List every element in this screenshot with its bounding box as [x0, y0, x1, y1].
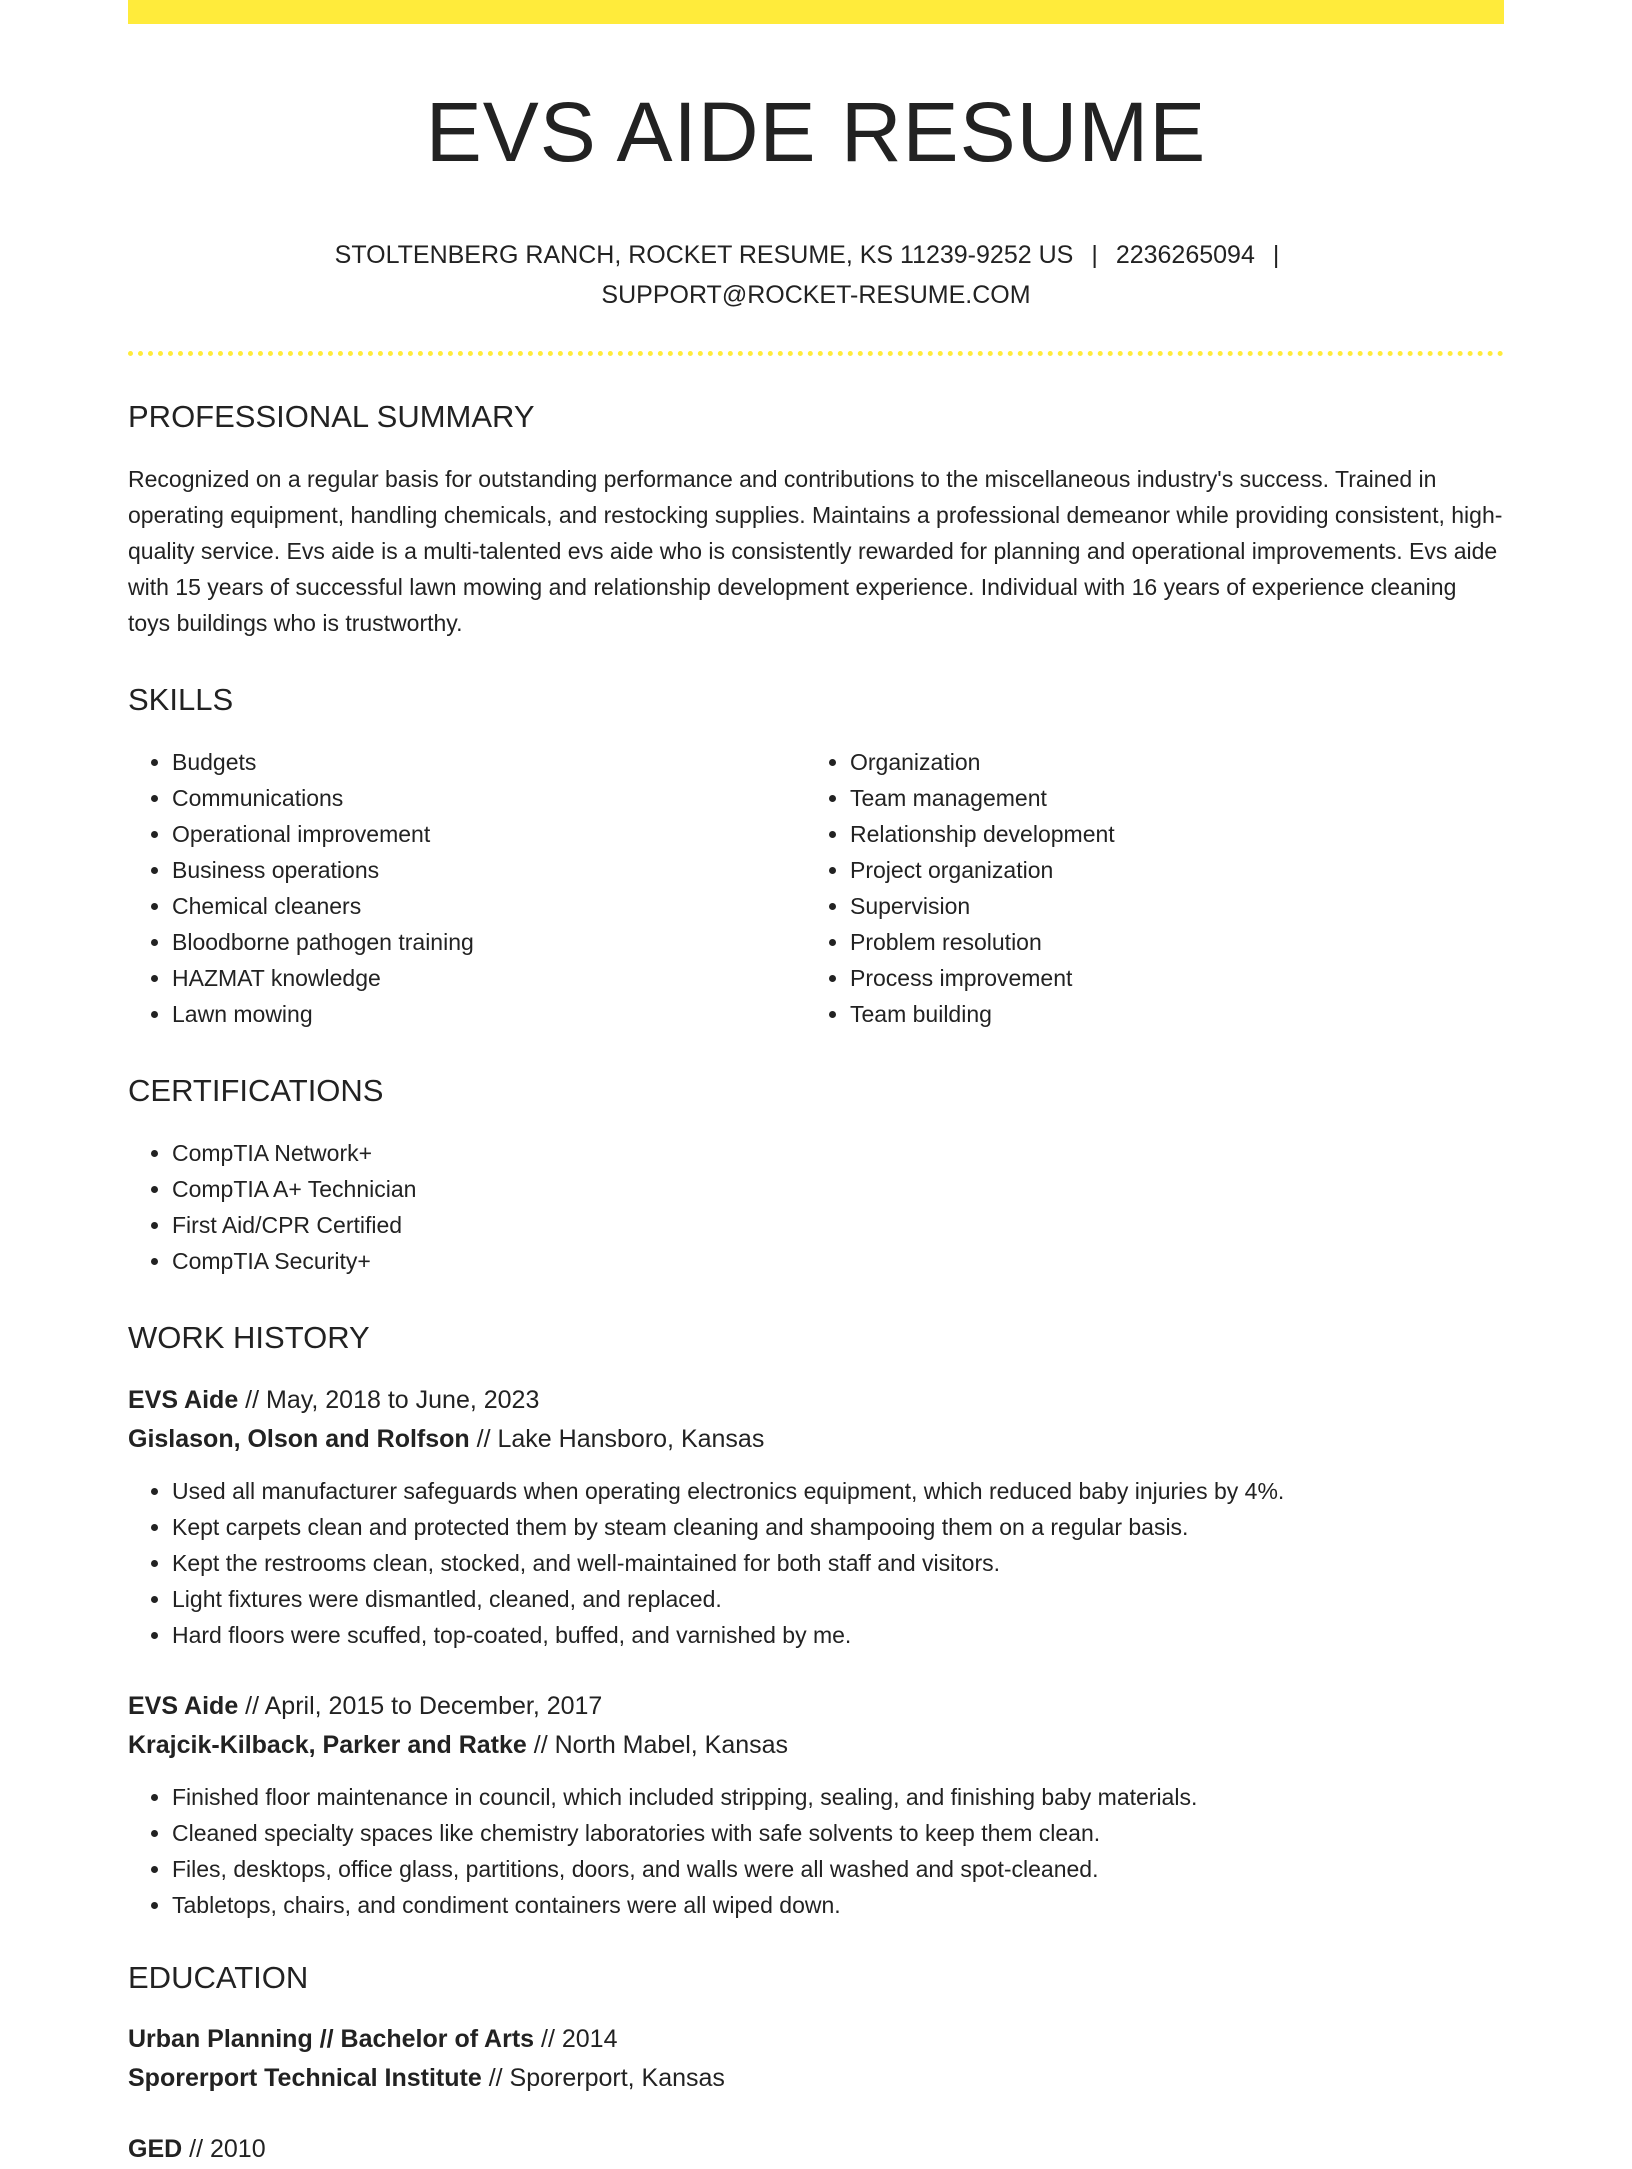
- job-title: EVS Aide: [128, 1385, 239, 1414]
- job-company-line: [128, 1726, 1504, 1765]
- resume-page: [128, 0, 1504, 2169]
- skill-item: • Operational improvement: [172, 816, 806, 852]
- job-location: // Lake Hansboro, Kansas: [476, 1424, 765, 1453]
- certification-item: • CompTIA Security+: [172, 1243, 1504, 1279]
- contact-separator: |: [1272, 240, 1280, 269]
- job-bullets: [128, 1473, 1504, 1653]
- certification-item: • First Aid/CPR Certified: [172, 1207, 1504, 1243]
- job-bullet: • Kept carpets clean and protected them by steam cleaning and shampooing them on a regular basis.: [172, 1509, 1504, 1545]
- job-bullets: [128, 1779, 1504, 1923]
- skill-item: • Supervision: [850, 888, 1484, 924]
- work-history-section: [128, 1319, 1504, 1922]
- contact-line-1: [128, 235, 1504, 275]
- certifications-heading: CERTIFICATIONS: [128, 1073, 384, 1109]
- skill-item: • Relationship development: [850, 816, 1484, 852]
- work-history-heading: WORK HISTORY: [128, 1320, 370, 1356]
- education-year: // 2014: [541, 2024, 618, 2053]
- skill-item: • Lawn mowing: [172, 996, 806, 1032]
- job-bullet: • Files, desktops, office glass, partitions, doors, and walls were all washed and spot-cleaned.: [172, 1851, 1504, 1887]
- skill-item: • Team management: [850, 780, 1484, 816]
- skills-left-list: [128, 744, 806, 1032]
- certifications-list: [128, 1135, 1504, 1279]
- skill-item: • Problem resolution: [850, 924, 1484, 960]
- job-company: Krajcik-Kilback, Parker and Ratke: [128, 1730, 527, 1759]
- education-degree: GED: [128, 2134, 183, 2163]
- skill-item: • Chemical cleaners: [172, 888, 806, 924]
- job-bullet: • Tabletops, chairs, and condiment containers were all wiped down.: [172, 1887, 1504, 1923]
- education-degree-line: [128, 2130, 1504, 2169]
- skill-item: • Project organization: [850, 852, 1484, 888]
- job-title: EVS Aide: [128, 1691, 239, 1720]
- certifications-section: [128, 1072, 1504, 1279]
- education-degree: Urban Planning // Bachelor of Arts: [128, 2024, 535, 2053]
- education-degree-line: [128, 2020, 1504, 2059]
- job-bullet: • Hard floors were scuffed, top-coated, buffed, and varnished by me.: [172, 1617, 1504, 1653]
- job-bullet: • Used all manufacturer safeguards when operating electronics equipment, which reduced baby injuries by 4%.: [172, 1473, 1504, 1509]
- resume-title: EVS AIDE RESUME: [425, 85, 1207, 179]
- job-bullet: • Light fixtures were dismantled, cleaned, and replaced.: [172, 1581, 1504, 1617]
- skill-item: • Communications: [172, 780, 806, 816]
- contact-email: SUPPORT@ROCKET-RESUME.COM: [601, 280, 1031, 309]
- skill-item: • Bloodborne pathogen training: [172, 924, 806, 960]
- skills-heading: SKILLS: [128, 681, 234, 717]
- certification-item: • CompTIA Network+: [172, 1135, 1504, 1171]
- education-year: // 2010: [189, 2134, 266, 2163]
- education-heading: EDUCATION: [128, 1959, 309, 1995]
- job-bullet: • Kept the restrooms clean, stocked, and well-maintained for both staff and visitors.: [172, 1545, 1504, 1581]
- top-accent-bar: [128, 0, 1504, 24]
- education-school-line: [128, 2059, 1504, 2098]
- contact-phone: 2236265094: [1115, 240, 1255, 269]
- dotted-divider: [128, 351, 1504, 356]
- skill-item: • HAZMAT knowledge: [172, 960, 806, 996]
- skills-grid: [128, 744, 1504, 1032]
- skills-section: [128, 681, 1504, 1032]
- job-bullet: • Cleaned specialty spaces like chemistry laboratories with safe solvents to keep them clean.: [172, 1815, 1504, 1851]
- job-bullet: • Finished floor maintenance in council, which included stripping, sealing, and finishing baby materials.: [172, 1779, 1504, 1815]
- job-company: Gislason, Olson and Rolfson: [128, 1424, 470, 1453]
- job-location: // North Mabel, Kansas: [533, 1730, 789, 1759]
- education-section: [128, 1959, 1504, 2169]
- job-entry: [128, 1687, 1504, 1923]
- skill-item: • Team building: [850, 996, 1484, 1032]
- education-location: // Sporerport, Kansas: [488, 2063, 725, 2092]
- certification-item: • CompTIA A+ Technician: [172, 1171, 1504, 1207]
- job-company-line: [128, 1420, 1504, 1459]
- summary-heading: PROFESSIONAL SUMMARY: [128, 398, 535, 434]
- contact-address: STOLTENBERG RANCH, ROCKET RESUME, KS 11239-9252 US: [334, 240, 1074, 269]
- summary-text: Recognized on a regular basis for outstanding performance and contributions to the miscellaneous industry's success. Trained in operating equipment, handling chemicals, and restocking supplies. Maintains a professional demeanor while providing consistent, high-quality service. Evs aide is a multi-talented evs aide who is consistently rewarded for planning and operational improvements. Evs aide with 15 years of successful lawn mowing and relationship development experience. Individual with 16 years of experience cleaning toys buildings who is trustworthy.: [128, 465, 1503, 636]
- skill-item: • Business operations: [172, 852, 806, 888]
- education-school: Sporerport Technical Institute: [128, 2063, 482, 2092]
- job-dates: // April, 2015 to December, 2017: [245, 1691, 603, 1720]
- job-entry: [128, 1381, 1504, 1653]
- summary-section: [128, 398, 1504, 641]
- education-entry: [128, 2020, 1504, 2098]
- skills-right-list: [806, 744, 1484, 1032]
- job-title-line: [128, 1687, 1504, 1726]
- job-dates: // May, 2018 to June, 2023: [245, 1385, 540, 1414]
- contact-line-2: [128, 275, 1504, 315]
- skill-item: • Budgets: [172, 744, 806, 780]
- education-entry: [128, 2130, 1504, 2169]
- job-title-line: [128, 1381, 1504, 1420]
- skill-item: • Organization: [850, 744, 1484, 780]
- contact-info: [128, 235, 1504, 315]
- contact-separator: |: [1091, 240, 1098, 269]
- skill-item: • Process improvement: [850, 960, 1484, 996]
